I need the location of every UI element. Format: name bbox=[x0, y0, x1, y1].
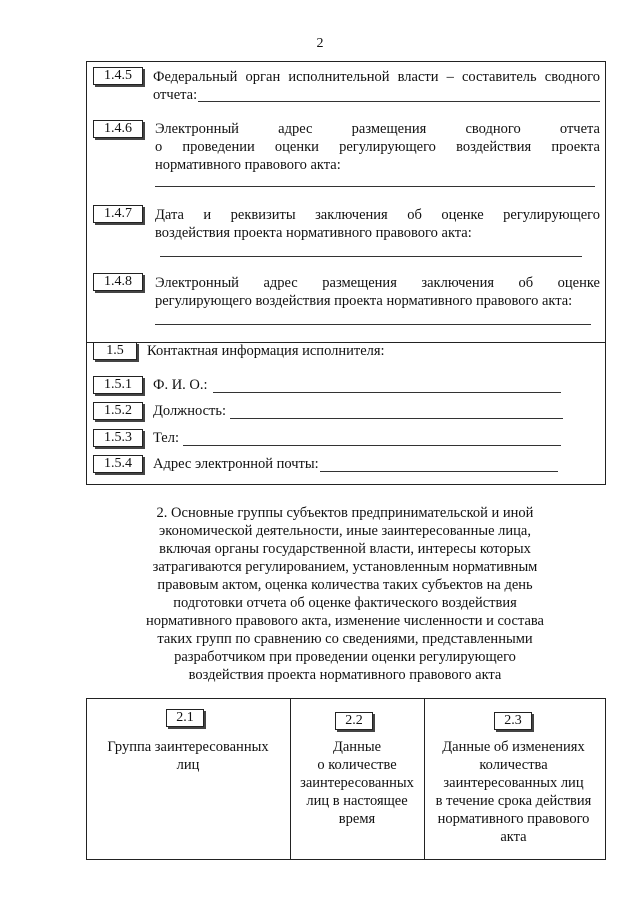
section-2-heading-line: затрагиваются регулированием, установленным нормативным bbox=[152, 559, 538, 575]
item-1-4-6-line-2: о проведении оценки регулирующего воздействия проекта bbox=[155, 139, 600, 155]
fio-label: Ф. И. О.: bbox=[153, 377, 208, 393]
section-2-heading-line: включая органы государственной власти, интересы которых bbox=[159, 541, 531, 557]
column-header-2-2 bbox=[291, 738, 423, 828]
column-header-2-3 bbox=[425, 738, 602, 846]
phone-label: Тел: bbox=[153, 430, 180, 446]
item-number-1-4-7: 1.4.7 bbox=[93, 205, 143, 223]
item-number-1-4-5: 1.4.5 bbox=[93, 67, 143, 85]
column-header-2-1 bbox=[88, 738, 288, 774]
position-input-line[interactable] bbox=[230, 418, 563, 419]
item-1-4-5-line-2: отчета: bbox=[153, 87, 198, 103]
item-1-4-8-line-1: Электронный адрес размещения заключения об оценке bbox=[155, 275, 600, 291]
section-2-heading-line: нормативного правового акта, изменение численности и состава bbox=[145, 613, 544, 629]
section-2-heading-line: правовым актом, оценка количества таких субъектов на день bbox=[157, 577, 533, 593]
item-1-4-8-fill-line[interactable] bbox=[155, 324, 591, 325]
column-header-line: Данные bbox=[332, 739, 382, 755]
section-2-heading-line: подготовки отчета об оценке фактического воздействия bbox=[173, 595, 517, 611]
page-number: 2 bbox=[316, 36, 324, 51]
item-number-1-5: 1.5 bbox=[93, 342, 137, 360]
item-number-1-5-3: 1.5.3 bbox=[93, 429, 143, 447]
item-1-4-6-line-1: Электронный адрес размещения сводного отчета bbox=[155, 121, 600, 137]
column-number-2-3: 2.3 bbox=[494, 712, 532, 730]
email-input-line[interactable] bbox=[320, 471, 558, 472]
fio-input-line[interactable] bbox=[213, 392, 561, 393]
item-1-4-6-fill-line[interactable] bbox=[155, 186, 595, 187]
item-number-1-5-4: 1.5.4 bbox=[93, 455, 143, 473]
item-number-1-4-8: 1.4.8 bbox=[93, 273, 143, 291]
section-2-heading-line: разработчиком при проведении оценки регулирующего bbox=[174, 649, 516, 665]
item-1-4-6-line-3: нормативного правового акта: bbox=[155, 157, 341, 173]
column-header-line: время bbox=[338, 811, 376, 827]
column-header-line: Данные об изменениях bbox=[442, 739, 585, 755]
position-label: Должность: bbox=[153, 403, 226, 419]
column-header-line: нормативного правового bbox=[437, 811, 590, 827]
section-2-heading-line: 2. Основные группы субъектов предпринимательской и иной bbox=[156, 505, 534, 521]
column-header-line: лиц в настоящее bbox=[306, 793, 408, 809]
column-header-line: лиц bbox=[176, 757, 200, 773]
column-number-2-1: 2.1 bbox=[166, 709, 204, 727]
phone-input-line[interactable] bbox=[183, 445, 561, 446]
item-number-1-5-2: 1.5.2 bbox=[93, 402, 143, 420]
item-number-1-5-1: 1.5.1 bbox=[93, 376, 143, 394]
item-1-4-8-line-2: регулирующего воздействия проекта нормативного правового акта: bbox=[155, 293, 573, 309]
item-number-1-4-6: 1.4.6 bbox=[93, 120, 143, 138]
column-header-line: заинтересованных лиц bbox=[443, 775, 584, 791]
item-1-4-5-line-1: Федеральный орган исполнительной власти – составитель сводного bbox=[153, 69, 600, 85]
column-number-2-2: 2.2 bbox=[335, 712, 373, 730]
section-2-heading-line: экономической деятельности, иные заинтересованные лица, bbox=[159, 523, 531, 539]
contact-info-title: Контактная информация исполнителя: bbox=[147, 343, 385, 359]
section-2-heading bbox=[110, 504, 580, 684]
item-1-4-7-line-1: Дата и реквизиты заключения об оценке регулирующего bbox=[155, 207, 600, 223]
column-header-line: в течение срока действия bbox=[435, 793, 592, 809]
section-2-heading-line: воздействия проекта нормативного правового акта bbox=[188, 667, 502, 683]
column-header-line: о количестве bbox=[317, 757, 397, 773]
item-1-4-5-fill-line[interactable] bbox=[198, 101, 600, 102]
item-1-4-7-fill-line[interactable] bbox=[160, 256, 582, 257]
email-label: Адрес электронной почты: bbox=[153, 456, 319, 472]
item-1-4-7-line-2: воздействия проекта нормативного правового акта: bbox=[155, 225, 472, 241]
column-header-line: Группа заинтересованных bbox=[107, 739, 269, 755]
section-2-heading-line: таких групп по сравнению со сведениями, представленными bbox=[157, 631, 533, 647]
column-header-line: количества bbox=[479, 757, 548, 773]
column-header-line: акта bbox=[500, 829, 527, 845]
column-header-line: заинтересованных bbox=[300, 775, 414, 791]
